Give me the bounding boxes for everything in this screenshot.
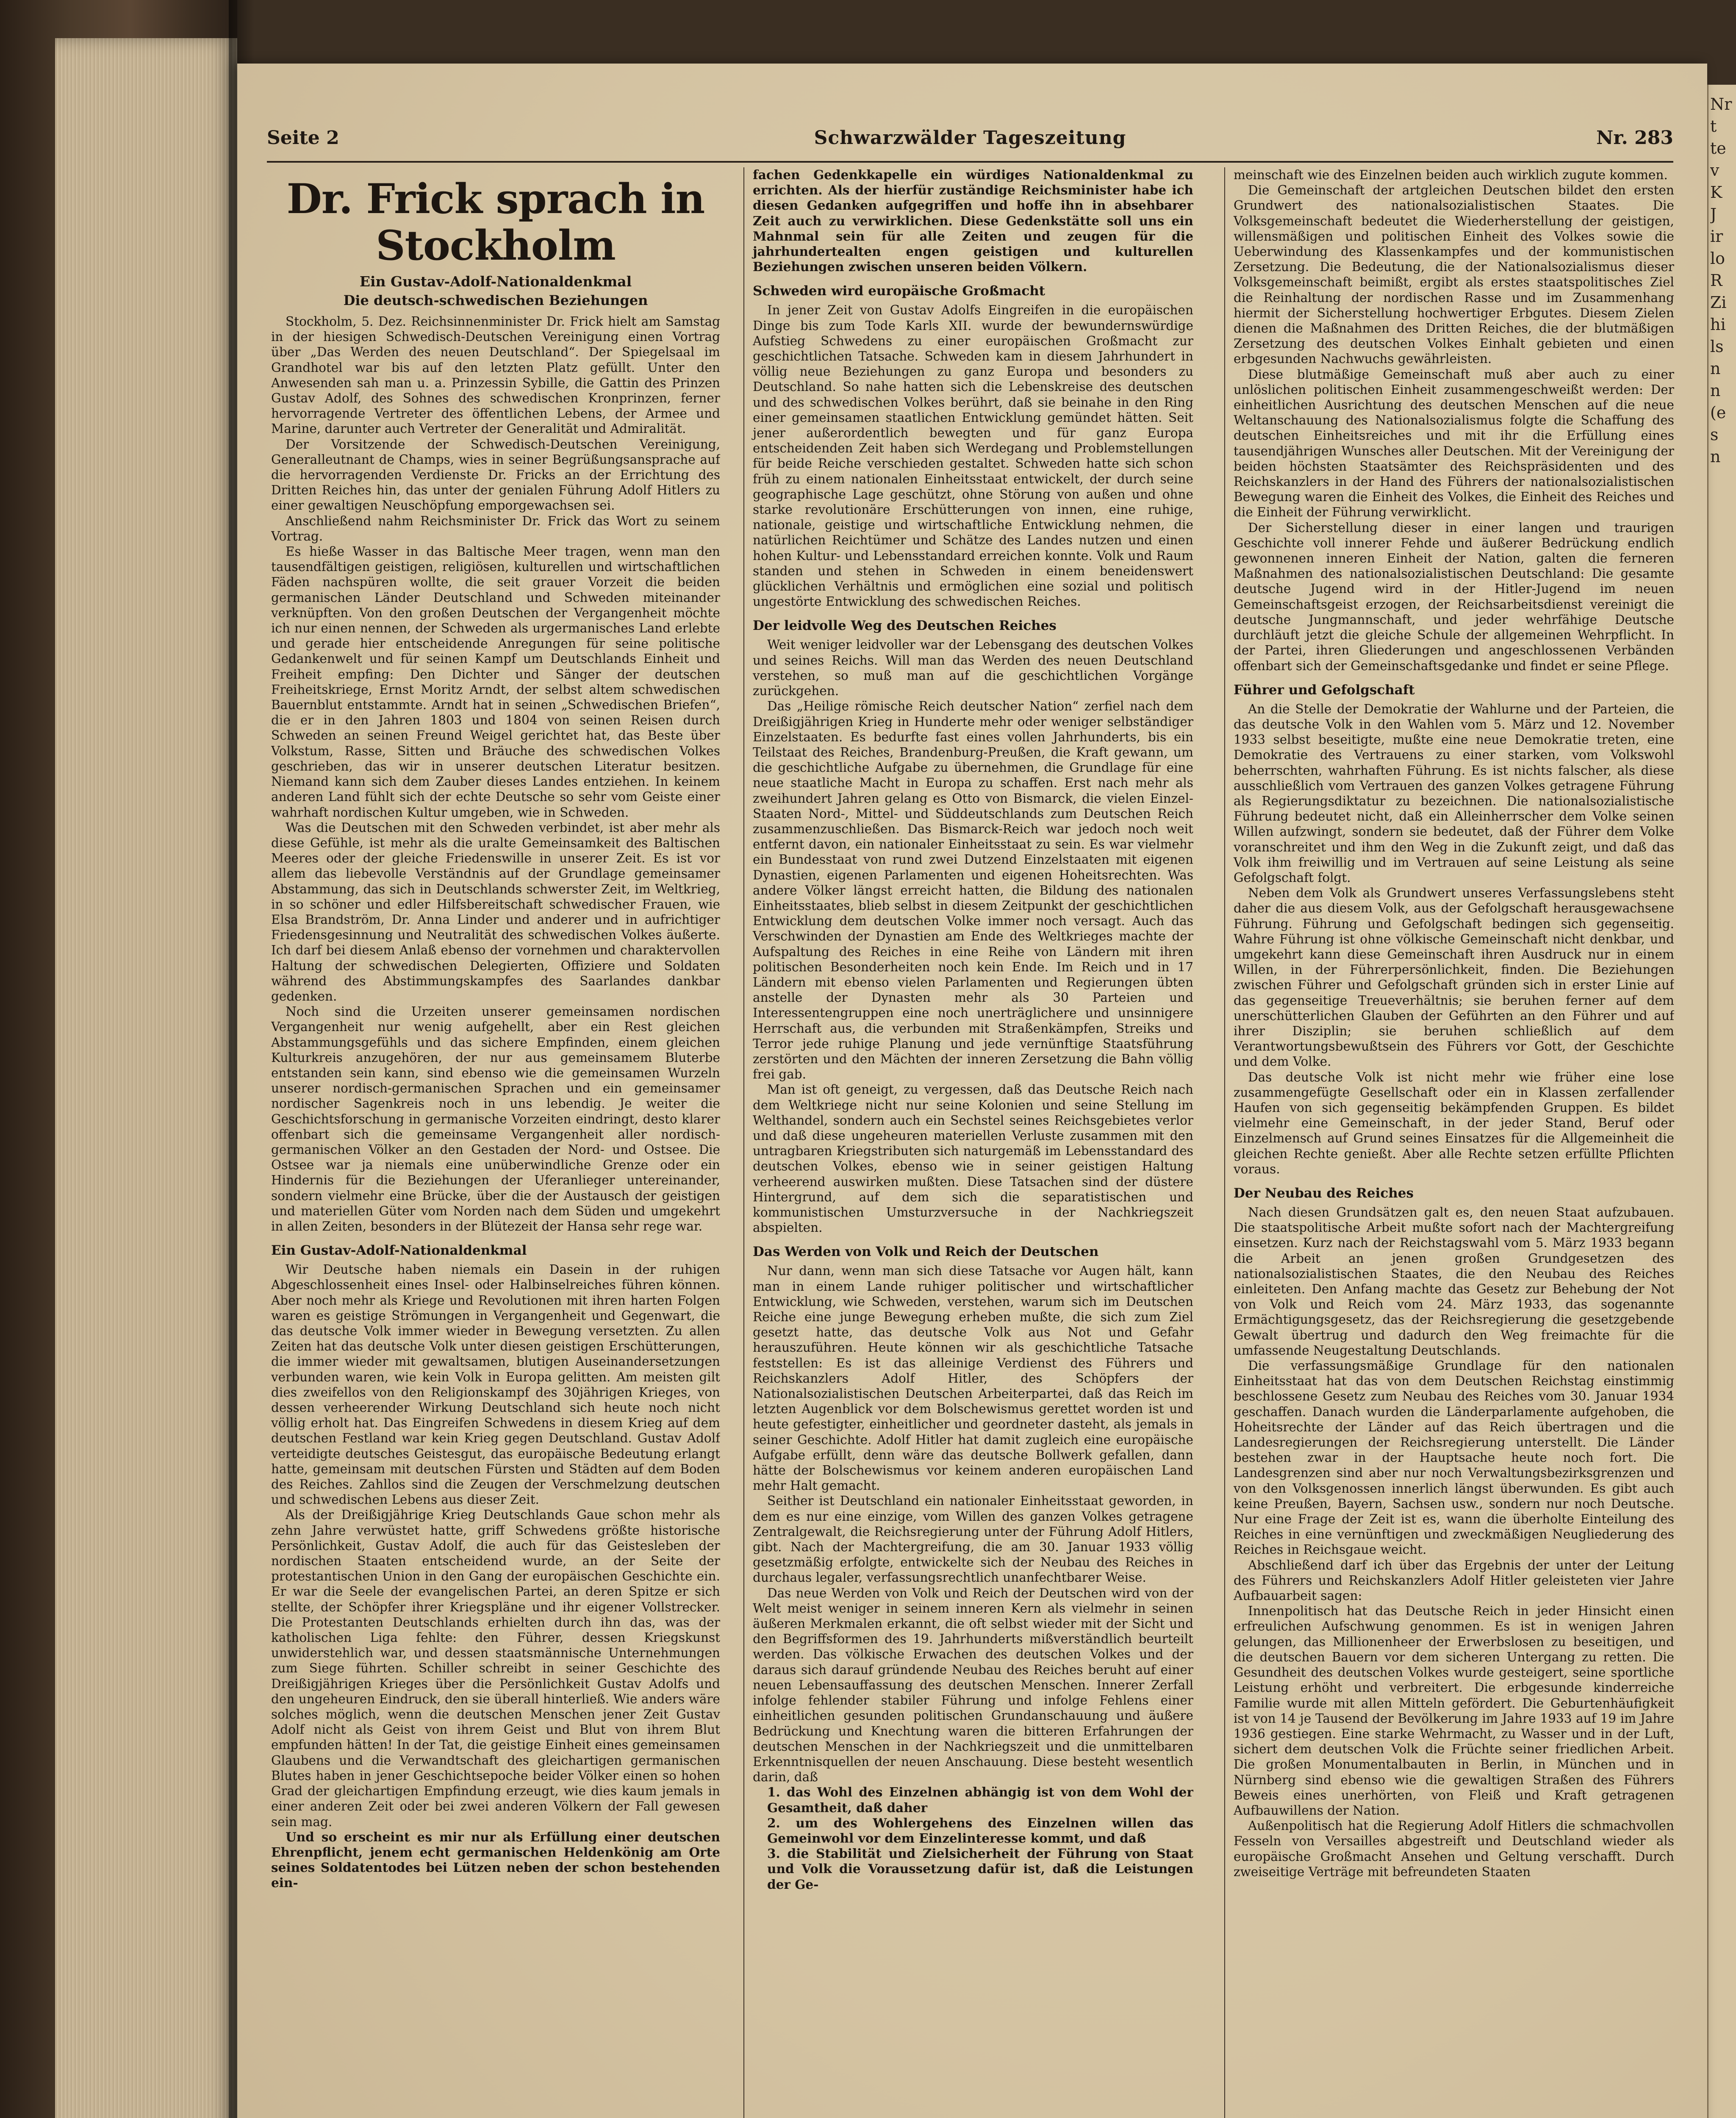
page-stack-edge [55, 38, 237, 2118]
paragraph: Außenpolitisch hat die Regierung Adolf Hitlers die schmachvollen Fesseln von Versailles abgestreift und Deutschland wieder als europäische Großmacht Ansehen und Geltung verschafft. Durch zweiseitige Verträge mit befreundeten Staaten [1234, 1819, 1674, 1879]
paragraph: Nur dann, wenn man sich diese Tatsache vor Augen hält, kann man in einem Lande ruhiger politischer und wirtschaftlicher Entwicklung, wie Schweden, verstehen, warum sich im Deutschen Reiche eine junge Bewegung erheben mußte, die sich zum Ziel gesetzt hatte, das deutsche Volk aus Not und Gefahr herauszuführen. Heute können wir als geschichtliche Tatsache feststellen: Es ist das alleinige Verdienst des Führers und Reichskanzlers Adolf Hitler, des Schöpfers der Nationalsozialistischen Deutschen Arbeiterpartei, daß das Reich im letzten Augenblick vor dem Bolschewismus gerettet worden ist und heute gefestigter, einheitlicher und geordneter dasteht, als jemals in seiner Geschichte. Adolf Hitler hat damit zugleich eine europäische Aufgabe erfüllt, denn wäre das deutsche Bollwerk gefallen, dann hätte der Bolschewismus vor keinem anderen europäischen Land mehr Halt gemacht. [753, 1264, 1193, 1493]
paragraph: Das deutsche Volk ist nicht mehr wie früher eine lose zusammengefügte Gesellschaft oder ein in Klassen zerfallender Haufen von sich gegenseitig bekämpfenden Gruppen. Es bildet vielmehr eine Gemeinschaft, in der jeder Stand, Beruf oder Einzelmensch auf Grund seines Einsatzes für die Allgemeinheit die gleichen Rechte genießt. Aber alle Rechte setzen erfüllte Pflichten voraus. [1234, 1070, 1674, 1176]
section-heading: Ein Gustav-Adolf-Nationaldenkmal [271, 1243, 527, 1259]
paragraph: Nach diesen Grundsätzen galt es, den neuen Staat aufzubauen. Die staatspolitische Arbeit mußte sofort nach der Machtergreifung einsetzen. Kurz nach der Reichstagswahl vom 5. März 1933 begann die Arbeit an jenen großen Grundgesetzen des nationalsozialistischen Staates, die den Neubau des Reiches einleiteten. Den Anfang machte das Gesetz zur Behebung der Not von Volk und Reich vom 24. März 1933, das sogenannte Ermächtigungsgesetz, das der Reichsregierung die gesetzgebende Gewalt übertrug und dadurch den Weg freimachte für die umfassende Neugestaltung Deutschlands. [1234, 1205, 1674, 1358]
paragraph: Die Gemeinschaft der artgleichen Deutschen bildet den ersten Grundwert des nationalsozialistischen Staates. Die Volksgemeinschaft bedeutet die Wiederherstellung der geistigen, willensmäßigen und politischen Einheit des Volkes sowie die Ueberwindung des Klassenkampfes und der kommunistischen Zersetzung. Die Bedeutung, die der Nationalsozialismus dieser Volksgemeinschaft beimißt, ergibt als erstes staatspolitisches Ziel die Reinhaltung der nordischen Rasse und im Zusammenhang hiermit der Sicherstellung hochwertiger Erbgutes. Diesem Zielen dienen die Maßnahmen des Dritten Reiches, die der blutmäßigen Zersetzung des deutschen Volkes Einhalt gebieten und einen erbgesunden Nachwuchs gewährleisten. [1234, 183, 1674, 366]
paragraph: An die Stelle der Demokratie der Wahlurne und der Parteien, die das deutsche Volk in den Wahlen vom 5. März und 12. November 1933 selbst beseitigte, mußte eine neue Demokratie treten, eine Demokratie des Vertrauens zu einer starken, vom Volkswohl beherrschten, wahrhaften Führung. Es ist nichts falscher, als diese ausschließlich vom Vertrauen des ganzen Volkes getragene Führung als Regierungsdiktatur zu bezeichnen. Die nationalsozialistische Führung bedeutet nicht, daß ein Alleinherrscher dem Volke seinen Willen aufzwingt, sondern sie bedeutet, daß der Führer dem Volke voranschreitet und ihm den Weg in die Zukunft zeigt, und daß das Volk ihm freiwillig und im Vertrauen auf seine Leistung als seine Gefolgschaft folgt. [1234, 701, 1674, 885]
next-page-edge [1707, 85, 1736, 2118]
numbered-list [753, 1785, 1193, 1892]
paragraph: Stockholm, 5. Dez. Reichsinnenminister Dr. Frick hielt am Samstag in der hiesigen Schwedisch-Deutschen Vereinigung einen Vortrag über „Das Werden des neuen Deutschland“. Der Spiegelsaal im Grandhotel war bis auf den letzten Platz gefüllt. Unter den Anwesenden sah man u. a. Prinzessin Sybille, die Gattin des Prinzen Gustav Adolf, des Sohnes des schwedischen Kronprinzen, ferner hervorragende Vertreter des öffentlichen Lebens, der Armee und Marine, darunter auch Vertreter der Generalität und Admiralität. [271, 314, 720, 436]
column-2 [743, 167, 1193, 2118]
paragraph: Als der Dreißigjährige Krieg Deutschlands Gaue schon mehr als zehn Jahre verwüstet hatte, griff Schwedens größte historische Persönlichkeit, Gustav Adolf, die auch für das Geistesleben der nordischen Staaten entscheidend wurde, an der Seite der protestantischen Union in den Gang der europäischen Geschichte ein. Er war die Seele der evangelischen Partei, an deren Spitze er sich stellte, der Schöpfer ihrer Kriegspläne und ihr eigener Vollstrecker. Die Protestanten Deutschlands erhielten durch ihn das, was der katholischen Liga fehlte: den Führer, dessen Kriegskunst unwiderstehlich war, und dessen staatsmännische Unternehmungen zum Siege führten. Schiller schreibt in seiner Geschichte des Dreißigjährigen Krieges über die Persönlichkeit Gustav Adolfs und den ungeheuren Eindruck, den sie überall hinterließ. Wie anders wäre solches möglich, wenn die deutschen Menschen jener Zeit Gustav Adolf nicht als Geist von ihrem Geist und Blut von ihrem Blut empfunden hätten! In der Tat, die geistige Einheit eines gemeinsamen Glaubens und die Verwandtschaft des gleichartigen germanischen Blutes haben in jener Geschichtsepoche beider Völker einen so hohen Grad der gleichartigen Empfindung erzeugt, wie dies kaum jemals in einer anderen Zeit oder bei zwei anderen Völkern der Fall gewesen sein mag. [271, 1508, 720, 1829]
paragraph: fachen Gedenkkapelle ein würdiges Nationaldenkmal zu errichten. Als der hierfür zuständige Reichsminister habe ich diesen Gedanken aufgegriffen und hoffe ihn in absehbarer Zeit auch zu verwirklichen. Diese Gedenkstätte soll uns ein Mahnmal sein für alle Zeiten und zeugen für die jahrhundertealten engen geistigen und kulturellen Beziehungen zwischen unseren beiden Völkern. [753, 167, 1193, 274]
paragraph: Seither ist Deutschland ein nationaler Einheitsstaat geworden, in dem es nur eine einzige, vom Willen des ganzen Volkes getragene Zentralgewalt, die Reichsregierung unter der Führung Adolf Hitlers, gibt. Nach der Machtergreifung, die am 30. Januar 1933 völlig gesetzmäßig erfolgte, entwickelte sich der Neubau des Reiches in durchaus legaler, verfassungsrechtlich unanfechtbarer Weise. [753, 1494, 1193, 1585]
paragraph: Es hieße Wasser in das Baltische Meer tragen, wenn man den tausendfältigen geistigen, religiösen, kulturellen und wirtschaftlichen Fäden nachspüren wollte, die seit grauer Vorzeit die beiden germanischen Länder Deutschland und Schweden miteinander verknüpften. Von den großen Deutschen der Vergangenheit möchte ich nur einen nennen, der Schweden als urgermanisches Land erlebte und gerade hier entscheidende Anregungen für seine politische Gedankenwelt und für seinen Kampf um Deutschlands Einheit und Freiheit empfing: Den Dichter und Sänger der deutschen Freiheitskriege, Ernst Moritz Arndt, der selbst altem schwedischen Bauernblut entstammte. Arndt hat in seinen „Schwedischen Briefen“, die er in den Jahren 1803 und 1804 von seinen Reisen durch Schweden an seinen Freund Weigel gerichtet hat, das Beste über Volkstum, Rasse, Sitten und Bräuche des schwedischen Volkes geschrieben, das wir in unserer deutschen Literatur besitzen. Niemand kann sich dem Zauber dieses Landes entziehen. In keinem anderen Land fühlt sich der echte Deutsche so sehr vom Geiste einer wahrhaft nordischen Kultur umgeben, wie in Schweden. [271, 544, 720, 820]
column-3 [1224, 167, 1674, 2118]
paragraph: Abschließend darf ich über das Ergebnis der unter der Leitung des Führers und Reichskanzlers Adolf Hitler geleisteten vier Jahre Aufbauarbeit sagen: [1234, 1558, 1674, 1603]
paragraph: Was die Deutschen mit den Schweden verbindet, ist aber mehr als diese Gefühle, ist mehr als die uralte Gemeinsamkeit des Baltischen Meeres oder der gleiche Friedenswille in unserer Zeit. Es ist vor allem das liebevolle Verständnis auf der Grundlage gemeinsamer Abstammung, das sich in Deutschlands schwerster Zeit, im Weltkrieg, in so schöner und edler Hilfsbereitschaft schwedischer Frauen, wie Elsa Brandström, Dr. Anna Linder und anderer und in aufrichtiger Friedensgesinnung und Neutralität des schwedischen Volkes äußerte. Ich darf bei diesem Anlaß ebenso der vornehmen und charaktervollen Haltung der schwedischen Delegierten, Offiziere und Soldaten während des Abstimmungskampfes des Saarlandes dankbar gedenken. [271, 820, 720, 1004]
paragraph: Weit weniger leidvoller war der Lebensgang des deutschen Volkes und seines Reichs. Will man das Werden des neuen Deutschland verstehen, so muß man auf die geschichtlichen Vorgänge zurückgehen. [753, 638, 1193, 699]
next-page-fragment: Nr t te v K J ir lo R Zi hi ls n n (e s n [1710, 95, 1732, 466]
subheadline-1: Ein Gustav-Adolf-Nationaldenkmal [359, 273, 632, 290]
paragraph: Wir Deutsche haben niemals ein Dasein in der ruhigen Abgeschlossenheit eines Insel- oder Halbinselreiches führen können. Aber noch mehr als Kriege und Revolutionen mit ihren harten Folgen waren es geistige Strömungen in Vergangenheit und Gegenwart, die das deutsche Volk immer wieder in Bewegung versetzten. Zu allen Zeiten hat das deutsche Volk unter diesen geistigen Erschütterungen, die immer wieder mit gewaltsamen, blutigen Auseinandersetzungen verbunden waren, wie kein Volk in Europa gelitten. Am meisten gilt dies zweifellos von den Religionskampf des 30jährigen Krieges, von dessen verheerender Wirkung Deutschland sich heute noch nicht völlig erholt hat. Das Eingreifen Schwedens in diesem Krieg auf dem deutschen Festland war kein Krieg gegen Deutschland. Gustav Adolf verteidigte deutsches Geistesgut, das europäische Bedeutung erlangt hatte, gemeinsam mit deutschen Fürsten und Städten auf dem Boden des Reiches. Zahllos sind die Zeugen der Verschmelzung deutschen und schwedischen Lebens aus dieser Zeit. [271, 1262, 720, 1507]
newspaper-title: Schwarzwälder Tageszeitung [814, 127, 1126, 149]
paragraph: Das neue Werden von Volk und Reich der Deutschen wird von der Welt meist weniger in seinem inneren Kern als vielmehr in seinen äußeren Merkmalen erkannt, die oft selbst wieder mit der Sicht und den Begriffsformen des 19. Jahrhunderts mißverständlich beurteilt werden. Das völkische Erwachen des deutschen Volkes und der daraus sich darauf gründende Neubau des Reiches beruht auf einer neuen Lebensauffassung des deutschen Menschen. Innerer Zerfall infolge fehlender stabiler Führung und infolge Fehlens einer einheitlichen gesunden politischen Grundanschauung und äußere Bedrückung und Knechtung waren die bitteren Erfahrungen der deutschen Menschen in der Nachkriegszeit und die unmittelbaren Erkenntnisquellen der neuen Anschauung. Diese besteht wesentlich darin, daß [753, 1586, 1193, 1785]
issue-number: Nr. 283 [1596, 127, 1673, 149]
paragraph: Man ist oft geneigt, zu vergessen, daß das Deutsche Reich nach dem Weltkriege nicht nur seine Kolonien und seine Stellung im Welthandel, sondern auch ein Sechstel seines Reichsgebietes verlor und daß diese ungeheuren materiellen Verluste zusammen mit den untragbaren Kriegstributen sich naturgemäß im Lebensstandard des deutschen Volkes, ebenso wie in seiner geistigen Haltung verheerend auswirken mußten. Diese Tatsachen sind der düstere Hintergrund, auf dem sich die separatistischen und kommunistischen Umsturzversuche in der Nachkriegszeit abspielten. [753, 1082, 1193, 1235]
paragraph: Der Vorsitzende der Schwedisch-Deutschen Vereinigung, Generalleutnant de Champs, wies in seiner Begrüßungsansprache auf die hervorragenden Verdienste Dr. Fricks an der Errichtung des Dritten Reiches hin, das unter der genialen Führung Adolf Hitlers zu einer gewaltigen Neuschöpfung emporgewachsen sei. [271, 437, 720, 513]
paragraph: Diese blutmäßige Gemeinschaft muß aber auch zu einer unlöslichen politischen Einheit zusammengeschweißt werden: Der einheitlichen Ausrichtung des deutschen Menschen auf die neue Weltanschauung des Nationalsozialismus folgte die Schaffung des deutschen Einheitsreiches und mit ihr die Erfüllung eines tausendjährigen Wunsches aller Deutschen. Mit der Vereinigung der beiden höchsten Staatsämter des Reichspräsidenten und des Reichskanzlers in der Hand des Führers der nationalsozialistischen Bewegung waren die Einheit des Volkes, die Einheit des Reiches und die Einheit der Führung verwirklicht. [1234, 367, 1674, 520]
paragraph: Das „Heilige römische Reich deutscher Nation“ zerfiel nach dem Dreißigjährigen Krieg in Hunderte mehr oder weniger selbständiger Einzelstaaten. Es bedurfte fast eines vollen Jahrhunderts, bis ein Teilstaat des Reiches, Brandenburg-Preußen, die Kraft gewann, um die geschichtliche Aufgabe zu übernehmen, die Grundlage für eine neue staatliche Macht in Europa zu schaffen. Erst nach mehr als zweihundert Jahren gelang es Otto von Bismarck, die vielen Einzel-Staaten Nord-, Mittel- und Süddeutschlands zum Deutschen Reich zusammenzuschließen. Das Bismarck-Reich war jedoch noch weit entfernt davon, ein nationaler Einheitsstaat zu sein. Es war vielmehr ein Bundesstaat von rund zwei Dutzend Einzelstaaten mit eigenen Dynastien, eigenen Parlamenten und eigenen Hoheitsrechten. Was andere Völker längst erreicht hatten, die Bildung des nationalen Einheitsstaates, blieb selbst in diesem Zeitpunkt der geschichtlichen Entwicklung dem deutschen Volke immer noch versagt. Auch das Verschwinden der Dynastien am Ende des Weltkrieges machte der Aufspaltung des Reiches in eine Reihe von Ländern mit ihren politischen Besonderheiten noch kein Ende. Im Reich und in 17 Ländern mit ebenso vielen Parlamenten und Regierungen übten anstelle der Dynasten mehr als 30 Parteien und Interessentengruppen eine noch unerträglichere und unsinnigere Herrschaft aus, die verbunden mit Straßenkämpfen, Streiks und Terror jede ruhige Planung und jede vernünftige Staatsführung zerstörten und den Mächten der inneren Zersetzung die Bahn völlig frei gab. [753, 699, 1193, 1082]
section-heading: Der leidvolle Weg des Deutschen Reiches [753, 618, 1057, 634]
page-header [267, 127, 1673, 163]
list-item: 3. die Stabilität und Zielsicherheit der Führung von Staat und Volk die Voraussetzung dafür ist, daß die Leistungen der Ge- [767, 1846, 1193, 1892]
paragraph: In jener Zeit von Gustav Adolfs Eingreifen in die europäischen Dinge bis zum Tode Karls XII. wurde der bewundernswürdige Aufstieg Schwedens zu einer europäischen Großmacht zur geschichtlichen Tatsache. Schweden kam in diesem Jahrhundert in völlig neue Beziehungen zu ganz Europa und besonders zu Deutschland. So nahe hatten sich die Lebenskreise des deutschen und des schwedischen Volkes berührt, daß sie beinahe in den Ring einer gemeinsamen staatlichen Entwicklung gemündet hätten. Seit jener außerordentlich bewegten und für ganz Europa entscheidenden Zeit haben sich Werdegang und Problemstellungen für beide Reiche verschieden gestaltet. Schweden hatte sich schon früh zu einem nationalen Einheitsstaat entwickelt, der durch seine geographische Lage geschützt, ohne Störung von außen und ohne starke revolutionäre Erschütterungen von innen, eine ruhige, nationale, geistige und wirtschaftliche Entwicklung nehmen, die natürlichen Reichtümer und Schätze des Landes nutzen und einen hohen Kultur- und Lebensstandard erreichen konnte. Volk und Raum standen und stehen in Schweden in einem beneidenswert glücklichen Verhältnis und ermöglichen eine sozial und politisch ungestörte Entwicklung des schwedischen Reiches. [753, 303, 1193, 609]
paragraph: Neben dem Volk als Grundwert unseres Verfassungslebens steht daher die aus diesem Volk, aus der Gefolgschaft herausgewachsene Führung. Führung und Gefolgschaft bedingen sich gegenseitig. Wahre Führung ist ohne völkische Gemeinschaft nicht denkbar, und umgekehrt kann diese Gemeinschaft ihren Ausdruck nur in einem Willen, in der Führerpersönlichkeit, finden. Die Beziehungen zwischen Führer und Gefolgschaft gründen sich in erster Linie auf das gegenseitige Treueverhältnis; sie beruhen ferner auf dem unerschütterlichen Glauben der Geführten an den Führer und auf ihrer Disziplin; sie beruhen schließlich auf dem Verantwortungsbewußtsein des Führers vor Gott, der Geschichte und dem Volke. [1234, 886, 1674, 1069]
book-binding [0, 0, 237, 2118]
paragraph: meinschaft wie des Einzelnen beiden auch wirklich zugute kommen. [1234, 168, 1668, 182]
paragraph: Anschließend nahm Reichsminister Dr. Frick das Wort zu seinem Vortrag. [271, 513, 720, 543]
column-1 [271, 167, 720, 2118]
paragraph: Und so erscheint es mir nur als Erfüllung einer deutschen Ehrenpflicht, jenem echt germanischen Heldenkönig am Orte seines Soldatentodes bei Lützen neben der schon bestehenden ein- [271, 1829, 720, 1891]
subheadline-2: Die deutsch-schwedischen Beziehungen [343, 292, 648, 308]
headline: Dr. Frick sprach in Stockholm [286, 175, 705, 269]
section-heading: Das Werden von Volk und Reich der Deutschen [753, 1244, 1099, 1260]
section-heading: Führer und Gefolgschaft [1234, 682, 1415, 698]
section-heading: Der Neubau des Reiches [1234, 1186, 1414, 1201]
paragraph: Innenpolitisch hat das Deutsche Reich in jeder Hinsicht einen erfreulichen Aufschwung genommen. Es ist in wenigen Jahren gelungen, das Millionenheer der Erwerbslosen zu beseitigen, und die deutschen Bauern vor dem sicheren Untergang zu retten. Die Gesundheit des deutschen Volkes wurde gesteigert, seine sportliche Leistung erhöht und verbreitert. Die erbgesunde kinderreiche Familie wurde mit allen Mitteln gefördert. Die Geburtenhäufigkeit ist von 14 je Tausend der Bevölkerung im Jahre 1933 auf 19 im Jahre 1936 gestiegen. Eine starke Wehrmacht, zu Wasser und in der Luft, sichert dem deutschen Volk die Früchte seiner friedlichen Arbeit. Die großen Monumentalbauten in Berlin, in München und in Nürnberg sind ebenso wie die gewaltigen Straßen des Führers Beweis eines unerhörten, von Fleiß und Kraft getragenen Aufbauwillens der Nation. [1234, 1604, 1674, 1818]
newspaper-page [237, 64, 1707, 2118]
paragraph: Der Sicherstellung dieser in einer langen und traurigen Geschichte voll innerer Fehde und äußerer Bedrückung endlich gewonnenen inneren Einheit der Nation, galten die ferneren Maßnahmen des nationalsozialistischen Deutschland: Die gesamte deutsche Jugend wird in der Hitler-Jugend im neuen Gemeinschaftsgeist erzogen, der Reichsarbeitsdienst vereinigt die deutsche Jungmannschaft, und jeder wehrfähige Deutsche durchläuft jetzt die gleiche Schule der allgemeinen Wehrpflicht. In der Partei, ihren Gliederungen und angeschlossenen Verbänden offenbart sich der Gemeinschaftsgedanke und findet er seine Pflege. [1234, 520, 1674, 673]
list-item: 1. das Wohl des Einzelnen abhängig ist von dem Wohl der Gesamtheit, daß daher [767, 1785, 1193, 1815]
paragraph: Die verfassungsmäßige Grundlage für den nationalen Einheitsstaat hat das von dem Deutschen Reichstag einstimmig beschlossene Gesetz zum Neubau des Reiches vom 30. Januar 1934 geschaffen. Danach wurden die Länderparlamente aufgehoben, die Hoheitsrechte der Länder auf das Reich übertragen und die Landesregierungen der Reichsregierung unterstellt. Die Länder bestehen zwar in der Hauptsache heute noch fort. Die Landesgrenzen sind aber nur noch Verwaltungsbezirksgrenzen und von den Volksgenossen innerlich längst überwunden. Es gibt auch keine Preußen, Bayern, Sachsen usw., sondern nur noch Deutsche. Nur eine Frage der Zeit ist es, wann die überholte Einteilung des Reiches in eine vernünftigen und zweckmäßigen Neugliederung des Reiches in Reichsgaue weicht. [1234, 1358, 1674, 1557]
section-heading: Schweden wird europäische Großmacht [753, 283, 1045, 299]
paragraph: Noch sind die Urzeiten unserer gemeinsamen nordischen Vergangenheit nur wenig aufgehellt, aber ein Rest gleichen Abstammungsgefühls und das sichere Empfinden, einem gleichen Kulturkreis anzugehören, der nur aus gemeinsamem Bluterbe entstanden sein kann, sind ebenso wie die gemeinsamen Wurzeln unserer nordisch-germanischen Sprachen und ein gemeinsamer nordischer Sagenkreis noch in uns lebendig. Je weiter die Geschichtsforschung in germanische Vorzeiten eindringt, desto klarer offenbart sich die gemeinsame Vergangenheit aller nordisch-germanischen Völker an den Gestaden der Nord- und Ostsee. Die Ostsee war ja niemals eine unüberwindliche Grenze oder ein Hindernis für die Beziehungen der Uferanlieger untereinander, sondern vielmehr eine Brücke, über die der Austausch der geistigen und materiellen Güter vom Norden nach dem Süden und umgekehrt in allen Zeiten, besonders in der Blütezeit der Hansa sehr rege war. [271, 1004, 720, 1234]
page-number-left: Seite 2 [267, 127, 339, 149]
list-item: 2. um des Wohlergehens des Einzelnen willen das Gemeinwohl vor dem Einzelinteresse kommt, und daß [767, 1815, 1193, 1846]
